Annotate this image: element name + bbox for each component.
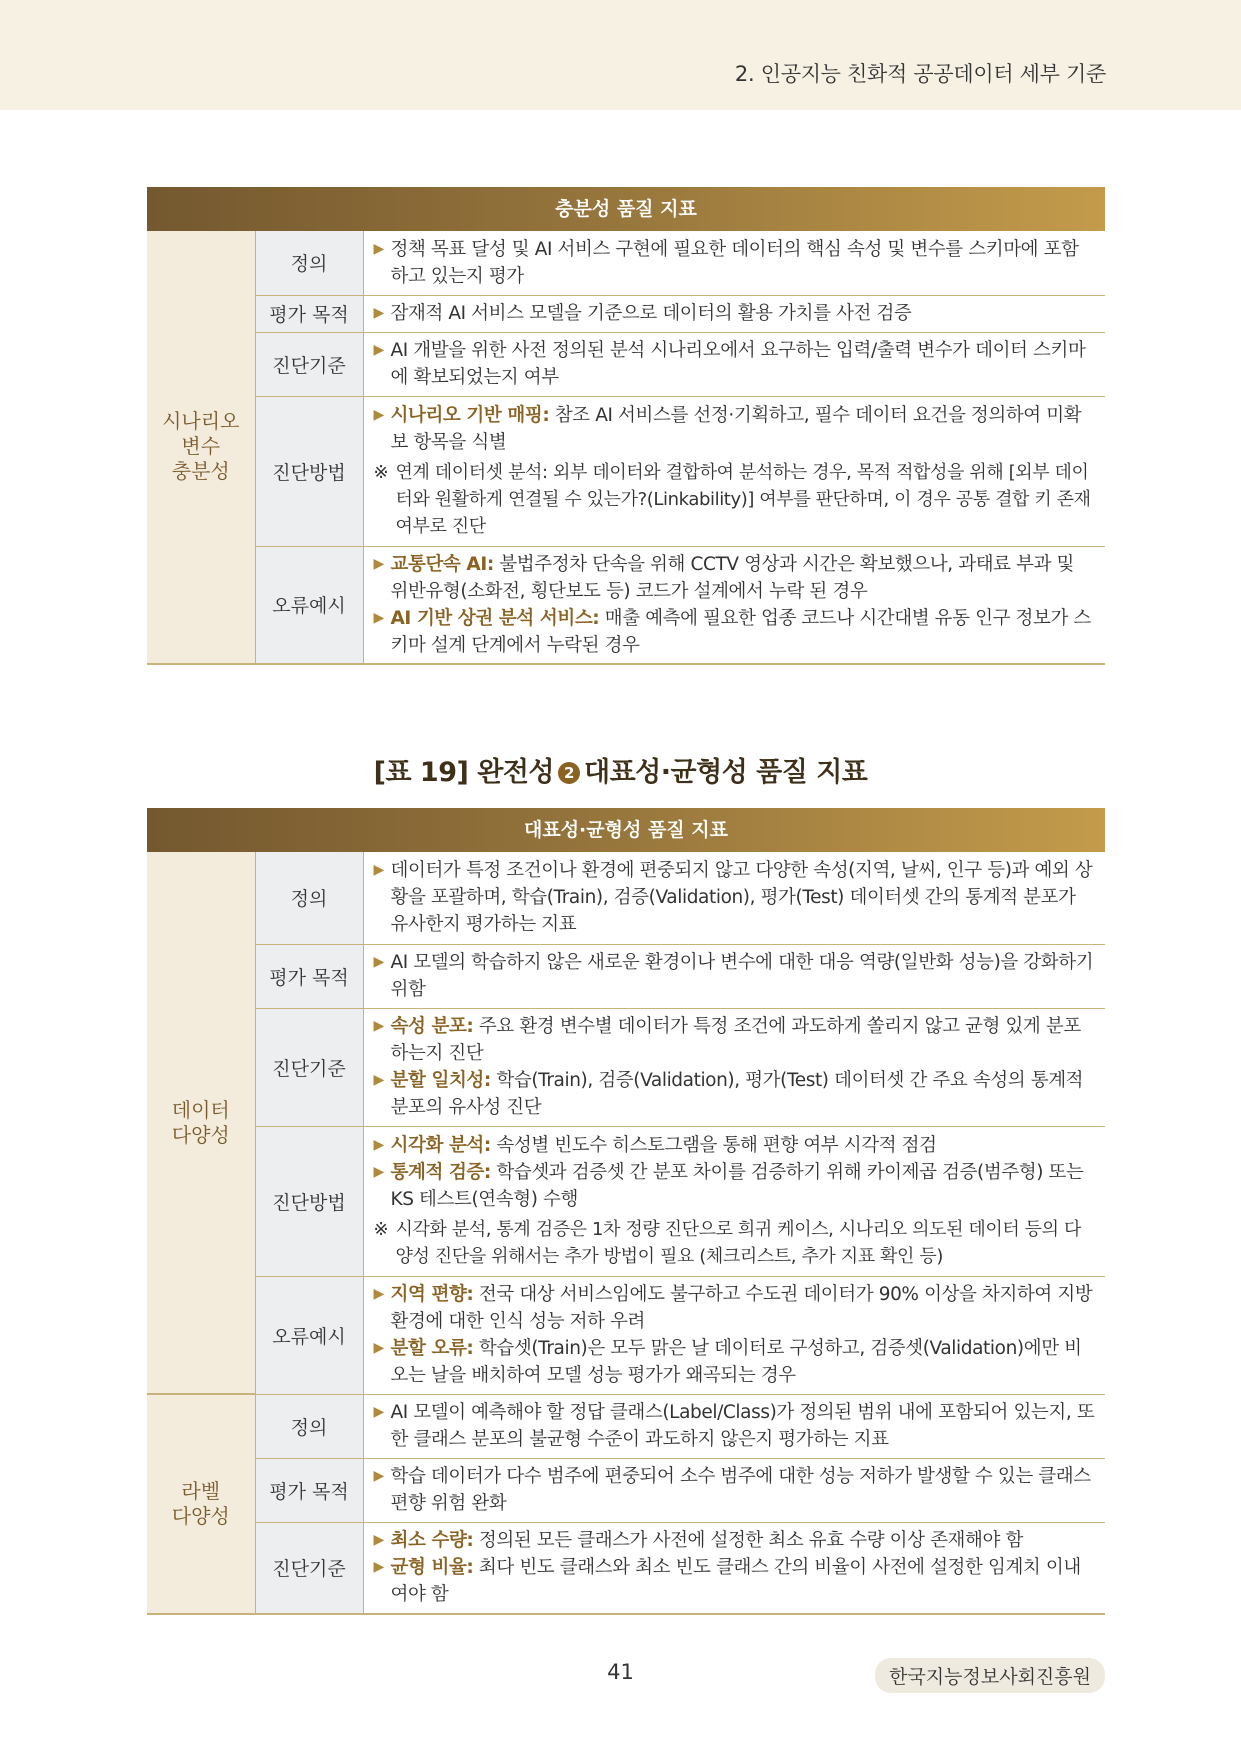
sufficiency-table (147, 187, 1105, 665)
row-label: 오류예시 (255, 546, 363, 664)
row-content: ▶ AI 개발을 위한 사전 정의된 분석 시나리오에서 요구하는 입력/출력 변수가 데이터 스키마에 확보되었는지 여부 (363, 332, 1105, 396)
group-label-label-diversity: 라벨 다양성 (147, 1394, 255, 1614)
triangle-right-icon: ▶ (373, 555, 384, 572)
table-header: 충분성 품질 지표 (147, 187, 1105, 231)
row-content: ▶ 정책 목표 달성 및 AI 서비스 구현에 필요한 데이터의 핵심 속성 및 변수를 스키마에 포함하고 있는지 평가 (363, 231, 1105, 295)
table-title: [표 19] 완전성 2 대표성·균형성 품질 지표 (373, 757, 868, 788)
page-number: 41 (607, 1660, 634, 1684)
row-content: ▶ 교통단속 AI: 불법주정차 단속을 위해 CCTV 영상과 시간은 확보했으나, 과태료 부과 및 위반유형(소화전, 횡단보도 등) 코드가 설계에서 누락 된 경우 ▶ AI 기반 상권 분석 서비스: 매출 예측에 필요한 업종 코드나 시간대별 유동 인구 정보가 스키마 설계 단계에서 누락된 경우 (363, 546, 1105, 664)
row-label: 평가 목적 (255, 944, 363, 1008)
row-content: ▶ 최소 수량: 정의된 모든 클래스가 사전에 설정한 최소 유효 수량 이상 존재해야 함 ▶ 균형 비율: 최다 빈도 클래스와 최소 빈도 클래스 간의 비율이 사전에 설정한 임계치 이내여야 함 (363, 1522, 1105, 1614)
row-content: ▶ 데이터가 특정 조건이나 환경에 편중되지 않고 다양한 속성(지역, 날씨, 인구 등)과 예외 상황을 포괄하며, 학습(Train), 검증(Validation), 평가(Test) 데이터셋 간의 통계적 분포가 유사한지 평가하는 지표 (363, 852, 1105, 944)
triangle-right-icon: ▶ (373, 342, 384, 358)
row-content: ▶ 지역 편향: 전국 대상 서비스임에도 불구하고 수도권 데이터가 90% 이상을 차지하여 지방 환경에 대한 인식 성능 저하 우려 ▶ 분할 오류: 학습셋(Train)은 모두 맑은 날 데이터로 구성하고, 검증셋(Validation)에만 비 오는 날을 배치하여 모델 성능 평가가 왜곡되는 경우 (363, 1276, 1105, 1394)
row-label: 진단기준 (255, 1008, 363, 1126)
triangle-right-icon: ▶ (373, 1018, 384, 1034)
row-content: ▶ 시나리오 기반 매핑: 참조 AI 서비스를 선정·기획하고, 필수 데이터 요건을 정의하여 미확보 항목을 식별 ※ 연계 데이터셋 분석: 외부 데이터와 결합하여 분석하는 경우, 목적 적합성을 위해 [외부 데이터와 원활하게 연결될 수 있는가?(Linkability)] 여부를 판단하며, 이 경우 공통 결합 키 존재 여부로 진단 (363, 396, 1105, 546)
triangle-right-icon: ▶ (373, 609, 384, 626)
row-label: 진단방법 (255, 1126, 363, 1276)
triangle-right-icon: ▶ (373, 1072, 384, 1088)
triangle-right-icon: ▶ (373, 407, 384, 423)
triangle-right-icon: ▶ (373, 954, 384, 970)
triangle-right-icon: ▶ (373, 1340, 384, 1356)
triangle-right-icon: ▶ (373, 1286, 384, 1302)
triangle-right-icon: ▶ (373, 305, 384, 321)
reference-mark-icon: ※ (373, 1219, 389, 1240)
reference-mark-icon: ※ (373, 462, 389, 483)
triangle-right-icon: ▶ (373, 862, 384, 879)
triangle-right-icon: ▶ (373, 1532, 384, 1549)
header-band (0, 0, 1241, 110)
row-label: 정의 (255, 231, 363, 295)
representativeness-table (147, 808, 1105, 1615)
row-label: 정의 (255, 1394, 363, 1458)
row-content: ▶ AI 모델의 학습하지 않은 새로운 환경이나 변수에 대한 대응 역량(일반화 성능)을 강화하기 위함 (363, 944, 1105, 1008)
triangle-right-icon: ▶ (373, 1559, 384, 1576)
row-label: 진단기준 (255, 332, 363, 396)
row-label: 진단기준 (255, 1522, 363, 1614)
triangle-right-icon: ▶ (373, 240, 384, 257)
row-content: ▶ 잠재적 AI 서비스 모델을 기준으로 데이터의 활용 가치를 사전 검증 (363, 295, 1105, 332)
triangle-right-icon: ▶ (373, 1404, 384, 1420)
group-label-scenario: 시나리오 변수 충분성 (147, 231, 255, 664)
row-content: ▶ 속성 분포: 주요 환경 변수별 데이터가 특정 조건에 과도하게 쏠리지 않고 균형 있게 분포하는지 진단 ▶ 분할 일치성: 학습(Train), 검증(Validation), 평가(Test) 데이터셋 간 주요 속성의 통계적 분포의 유사성 진단 (363, 1008, 1105, 1126)
triangle-right-icon: ▶ (373, 1468, 384, 1484)
row-content: ▶ AI 모델이 예측해야 할 정답 클래스(Label/Class)가 정의된 범위 내에 포함되어 있는지, 또한 클래스 분포의 불균형 수준이 과도하지 않은지 평가하는 지표 (363, 1394, 1105, 1458)
row-label: 오류예시 (255, 1276, 363, 1394)
row-label: 진단방법 (255, 396, 363, 546)
row-content: ▶ 시각화 분석: 속성별 빈도수 히스토그램을 통해 편향 여부 시각적 점검 ▶ 통계적 검증: 학습셋과 검증셋 간 분포 차이를 검증하기 위해 카이제곱 검증(범주형) 또는 KS 테스트(연속형) 수행 ※ 시각화 분석, 통계 검증은 1차 정량 진단으로 희귀 케이스, 시나리오 의도된 데이터 등의 다양성 진단을 위해서는 추가 방법이 필요 (체크리스트, 추가 지표 확인 등) (363, 1126, 1105, 1276)
running-header: 2. 인공지능 친화적 공공데이터 세부 기준 (734, 62, 1106, 86)
triangle-right-icon: ▶ (373, 1164, 384, 1180)
number-badge-icon: 2 (558, 762, 580, 784)
row-label: 정의 (255, 852, 363, 944)
row-content: ▶ 학습 데이터가 다수 범주에 편중되어 소수 범주에 대한 성능 저하가 발생할 수 있는 클래스 편향 위험 완화 (363, 1458, 1105, 1522)
organization-badge: 한국지능정보사회진흥원 (875, 1658, 1105, 1693)
group-label-data-diversity: 데이터 다양성 (147, 852, 255, 1394)
row-label: 평가 목적 (255, 295, 363, 332)
triangle-right-icon: ▶ (373, 1137, 384, 1153)
table-header: 대표성·균형성 품질 지표 (147, 808, 1105, 852)
row-label: 평가 목적 (255, 1458, 363, 1522)
